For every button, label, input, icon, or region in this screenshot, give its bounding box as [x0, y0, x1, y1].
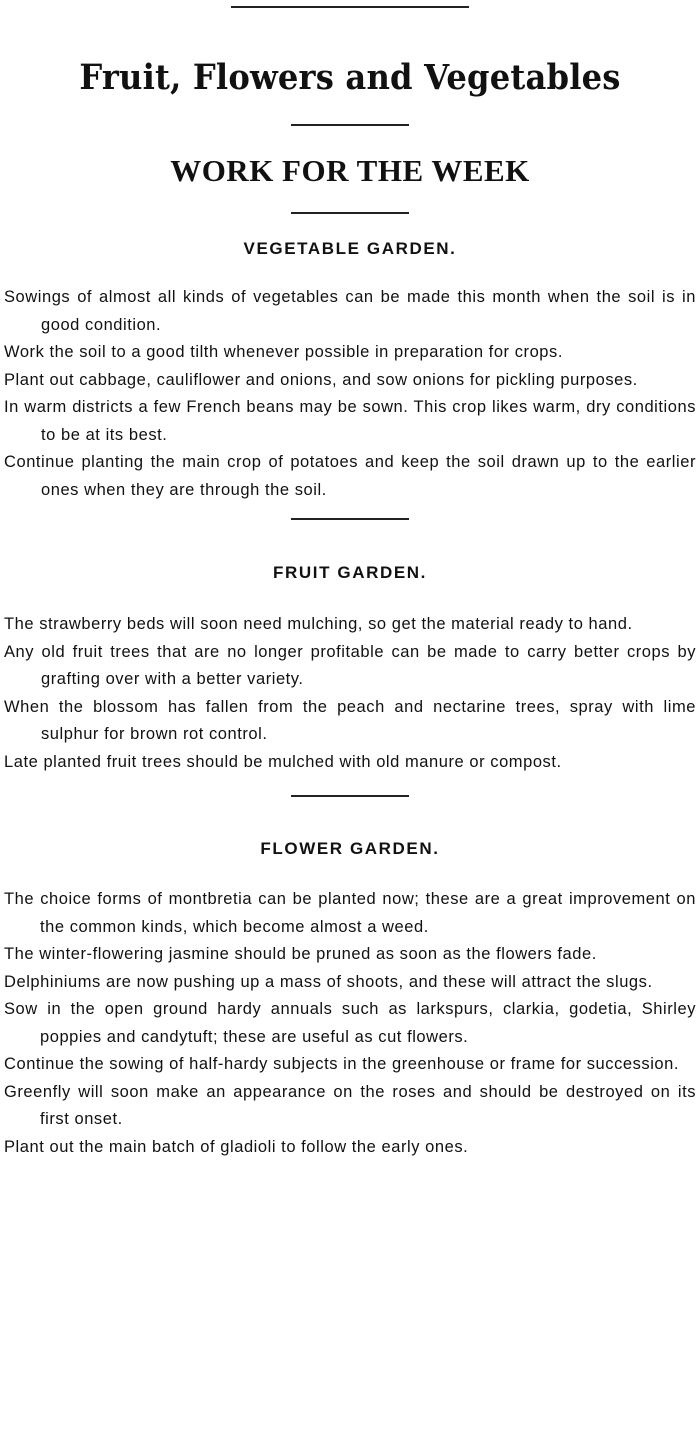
list-item: The winter-flowering jasmine should be pruned as soon as the flowers fade.: [4, 945, 597, 963]
list-item: Plant out cabbage, cauliflower and onions, and sow onions for pickling purposes.: [4, 370, 638, 389]
top-rule: [231, 6, 469, 8]
divider-rule: [291, 212, 409, 214]
vegetable-garden-section: [4, 239, 696, 504]
list-item: Late planted fruit trees should be mulched with old manure or compost.: [4, 752, 562, 771]
item-list: [4, 611, 696, 776]
list-item: Plant out the main batch of gladioli to follow the early ones.: [4, 1137, 469, 1156]
section-heading: FLOWER GARDEN.: [260, 839, 440, 858]
newspaper-column: [0, 6, 700, 1432]
list-item: Sow in the open ground hardy annuals such as larkspurs, clarkia, godetia, Shirley poppies and candytuft; these are useful as cut flowers.: [4, 1000, 696, 1046]
divider-rule: [291, 795, 409, 797]
list-item: Delphiniums are now pushing up a mass of shoots, and these will attract the slugs.: [4, 972, 653, 991]
divider-rule: [291, 124, 409, 126]
list-item: Any old fruit trees that are no longer profitable can be made to carry better crops by grafting over with a better variety.: [4, 642, 696, 688]
list-item: Sowings of almost all kinds of vegetables can be made this month when the soil is in good condition.: [4, 288, 696, 334]
section-heading: FRUIT GARDEN.: [273, 563, 427, 582]
list-item: The choice forms of montbretia can be planted now; these are a great improvement on the common kinds, which become almost a weed.: [4, 890, 696, 936]
list-item: Continue planting the main crop of potatoes and keep the soil drawn up to the earlier ones when they are through the soil.: [4, 453, 696, 499]
page-title: Fruit, Flowers and Vegetables: [79, 57, 621, 98]
list-item: Work the soil to a good tilth whenever possible in preparation for crops.: [4, 343, 563, 361]
divider-rule: [291, 518, 409, 520]
list-item: In warm districts a few French beans may be sown. This crop likes warm, dry conditions to be at its best.: [4, 398, 696, 444]
flower-garden-section: [4, 839, 696, 1161]
item-list: [4, 284, 696, 504]
page-subtitle: WORK FOR THE WEEK: [170, 153, 530, 188]
list-item: When the blossom has fallen from the peach and nectarine trees, spray with lime sulphur for brown rot control.: [4, 697, 696, 743]
list-item: Continue the sowing of half-hardy subjects in the greenhouse or frame for succession.: [4, 1055, 680, 1073]
fruit-garden-section: [4, 563, 696, 776]
list-item: Greenfly will soon make an appearance on the roses and should be destroyed on its first onset.: [4, 1082, 696, 1128]
section-heading: VEGETABLE GARDEN.: [243, 239, 457, 258]
list-item: The strawberry beds will soon need mulching, so get the material ready to hand.: [4, 615, 633, 633]
item-list: [4, 886, 696, 1161]
